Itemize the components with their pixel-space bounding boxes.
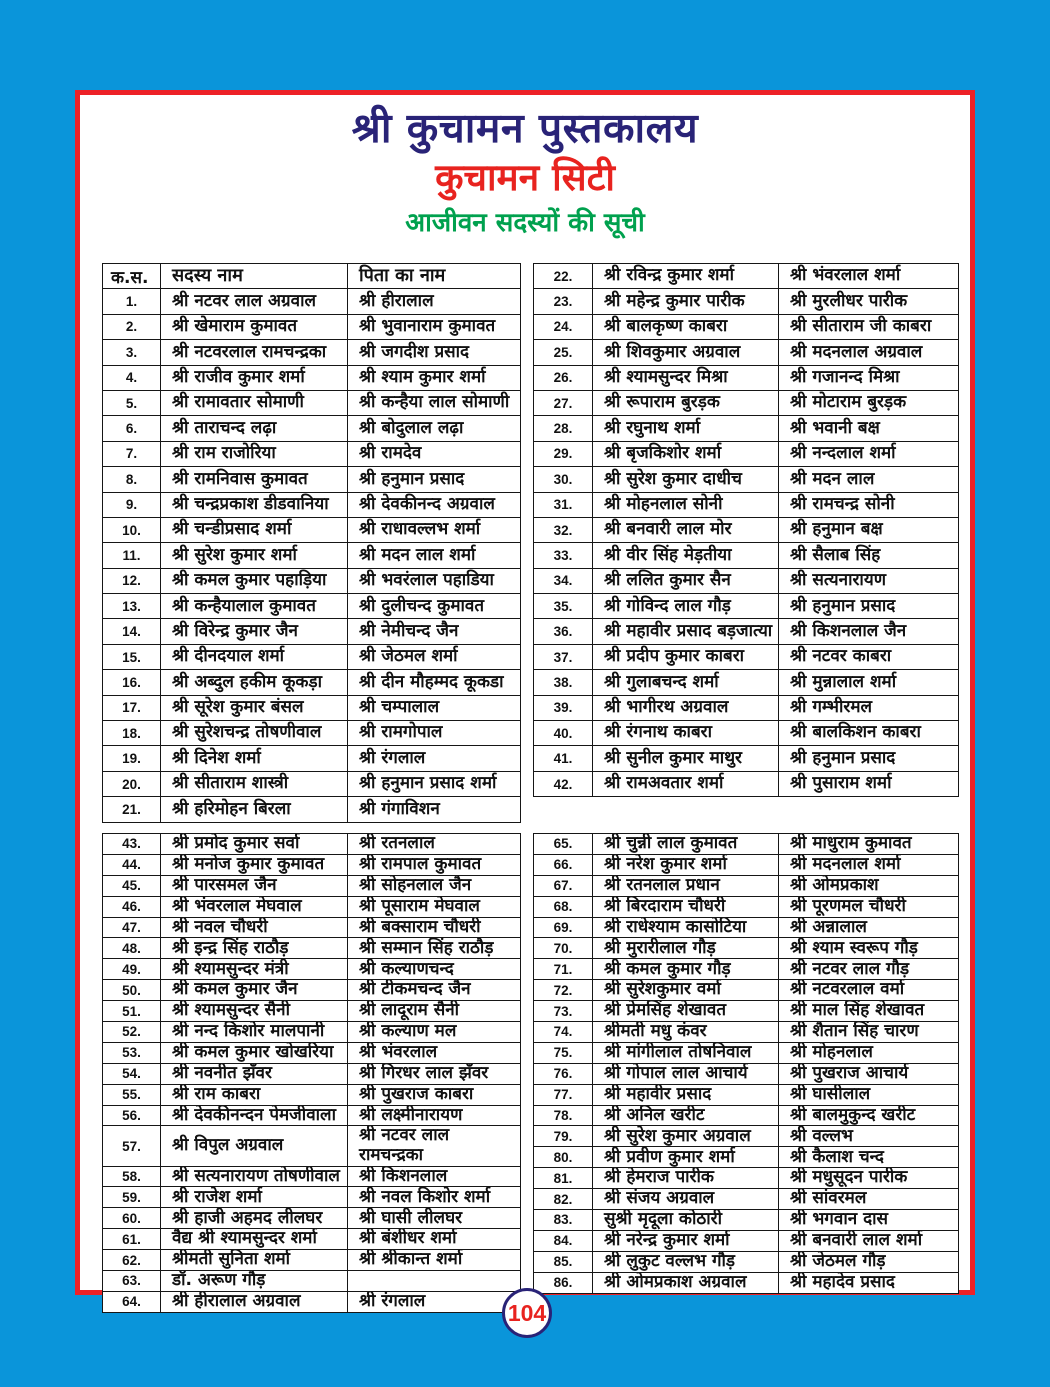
member-name-cell: श्री विपुल अग्रवाल	[161, 1126, 348, 1166]
serial-number-cell: 19.	[103, 746, 161, 771]
father-name-cell: श्री मदनलाल अग्रवाल	[779, 340, 959, 365]
father-name-cell: श्री नेमीचन्द जैन	[348, 619, 521, 644]
member-name-cell: श्री राम राजोरिया	[161, 442, 348, 467]
member-name-cell: श्री बिरदाराम चौधरी	[593, 897, 779, 918]
member-name-cell: श्री भागीरथ अग्रवाल	[593, 696, 779, 721]
father-name-cell: श्री किशनलाल	[348, 1167, 521, 1188]
member-name-cell: श्री चन्द्रप्रकाश डीडवानिया	[161, 493, 348, 518]
member-name-cell: श्री विरेन्द्र कुमार जैन	[161, 619, 348, 644]
header-father-name: पिता का नाम	[348, 264, 521, 289]
father-name-cell: श्री श्याम कुमार शर्मा	[348, 366, 521, 391]
member-name-cell: श्री नरेन्द्र कुमार शर्मा	[593, 1231, 779, 1252]
member-name-cell: श्री सीताराम शास्त्री	[161, 772, 348, 797]
member-name-cell: श्री अनिल खरीट	[593, 1106, 779, 1127]
member-name-cell: श्री प्रदीप कुमार काबरा	[593, 645, 779, 670]
serial-number-cell: 24.	[534, 315, 593, 340]
member-name-cell: श्री शिवकुमार अग्रवाल	[593, 340, 779, 365]
member-name-cell: श्री मुरारीलाल गौड़	[593, 938, 779, 959]
serial-number-cell: 31.	[534, 493, 593, 518]
father-name-cell: श्री रामदेव	[348, 442, 521, 467]
member-name-cell: श्री कन्हैयालाल कुमावत	[161, 594, 348, 619]
serial-number-cell: 58.	[103, 1167, 161, 1188]
father-name-cell: श्री नटवर लाल गौड़	[779, 959, 959, 980]
father-name-cell: श्री बनवारी लाल शर्मा	[779, 1231, 959, 1252]
member-name-cell: श्री सूरेश कुमार बंसल	[161, 696, 348, 721]
member-name-cell: श्री हरिमोहन बिरला	[161, 797, 348, 822]
member-name-cell: श्री संजय अग्रवाल	[593, 1189, 779, 1210]
serial-number-cell: 10.	[103, 518, 161, 543]
member-name-cell: श्री श्यामसुन्दर मंत्री	[161, 959, 348, 980]
serial-number-cell: 26.	[534, 366, 593, 391]
serial-number-cell: 20.	[103, 772, 161, 797]
father-name-cell: श्री माधुराम कुमावत	[779, 834, 959, 855]
father-name-cell: श्री रंगलाल	[348, 1292, 521, 1313]
member-name-cell: श्री इन्द्र सिंह राठौड़	[161, 938, 348, 959]
father-name-cell: श्री नटवर लाल रामचन्द्रका	[348, 1126, 521, 1166]
serial-number-cell: 11.	[103, 543, 161, 568]
header-member-name: सदस्य नाम	[161, 264, 348, 289]
member-name-cell: श्री नन्द किशोर मालपानी	[161, 1022, 348, 1043]
serial-number-cell: 49.	[103, 959, 161, 980]
serial-number-cell: 23.	[534, 289, 593, 314]
father-name-cell: श्री राधावल्लभ शर्मा	[348, 518, 521, 543]
father-name-cell: श्री दुलीचन्द कुमावत	[348, 594, 521, 619]
serial-number-cell: 76.	[534, 1064, 593, 1085]
member-name-cell: श्री नटवर लाल अग्रवाल	[161, 289, 348, 314]
father-name-cell: श्री हनुमान बक्ष	[779, 518, 959, 543]
member-name-cell: श्री रघुनाथ शर्मा	[593, 416, 779, 441]
serial-number-cell: 3.	[103, 340, 161, 365]
serial-number-cell: 22.	[534, 264, 593, 289]
header-block	[80, 105, 970, 237]
father-name-cell: श्री रतनलाल	[348, 834, 521, 855]
serial-number-cell: 82.	[534, 1189, 593, 1210]
serial-number-cell: 12.	[103, 569, 161, 594]
serial-number-cell: 17.	[103, 696, 161, 721]
serial-number-cell: 61.	[103, 1229, 161, 1250]
father-name-cell: श्री पूरणमल चौधरी	[779, 897, 959, 918]
serial-number-cell: 59.	[103, 1187, 161, 1208]
member-name-cell: श्री मांगीलाल तोषनिवाल	[593, 1043, 779, 1064]
serial-number-cell: 63.	[103, 1271, 161, 1292]
serial-number-cell: 62.	[103, 1250, 161, 1271]
serial-number-cell: 46.	[103, 897, 161, 918]
father-name-cell: श्री वल्लभ	[779, 1126, 959, 1147]
father-name-cell: श्री जगदीश प्रसाद	[348, 340, 521, 365]
serial-number-cell: 34.	[534, 569, 593, 594]
serial-number-cell: 35.	[534, 594, 593, 619]
serial-number-cell: 83.	[534, 1210, 593, 1231]
serial-number-cell: 47.	[103, 918, 161, 939]
member-name-cell: श्री कमल कुमार जैन	[161, 980, 348, 1001]
father-name-cell: श्री माल सिंह शेखावत	[779, 1001, 959, 1022]
father-name-cell: श्री रंगलाल	[348, 746, 521, 771]
member-name-cell: श्री दीनदयाल शर्मा	[161, 645, 348, 670]
member-name-cell: श्री कमल कुमार खोखरिया	[161, 1043, 348, 1064]
serial-number-cell: 53.	[103, 1043, 161, 1064]
header-serial: क.स.	[103, 264, 161, 289]
father-name-cell: श्री भंवरलाल	[348, 1043, 521, 1064]
members-table-top-right	[533, 263, 959, 797]
member-name-cell: श्री प्रमोद कुमार सर्वा	[161, 834, 348, 855]
father-name-cell: श्री सांवरमल	[779, 1189, 959, 1210]
serial-number-cell: 44.	[103, 855, 161, 876]
serial-number-cell: 28.	[534, 416, 593, 441]
father-name-cell: श्री गजानन्द मिश्रा	[779, 366, 959, 391]
member-name-cell: श्री दिनेश शर्मा	[161, 746, 348, 771]
father-name-cell	[348, 1271, 521, 1292]
serial-number-cell: 57.	[103, 1126, 161, 1166]
member-name-cell: श्री नटवरलाल रामचन्द्रका	[161, 340, 348, 365]
father-name-cell: श्री सत्यनारायण	[779, 569, 959, 594]
father-name-cell: श्री पूसाराम मेघवाल	[348, 897, 521, 918]
members-table-bottom-right	[533, 833, 959, 1294]
father-name-cell: श्री हनुमान प्रसाद	[348, 467, 521, 492]
father-name-cell: श्री मदनलाल शर्मा	[779, 855, 959, 876]
father-name-cell: श्री मुरलीधर पारीक	[779, 289, 959, 314]
father-name-cell: श्री पुखराज आचार्य	[779, 1064, 959, 1085]
serial-number-cell: 56.	[103, 1106, 161, 1127]
member-name-cell: श्री सुरेशचन्द्र तोषणीवाल	[161, 721, 348, 746]
member-name-cell: श्री गुलाबचन्द शर्मा	[593, 670, 779, 695]
member-name-cell: श्री लुकुट वल्लभ गौड़	[593, 1252, 779, 1273]
member-name-cell: श्री राम काबरा	[161, 1085, 348, 1106]
father-name-cell: श्री देवकीनन्द अग्रवाल	[348, 493, 521, 518]
serial-number-cell: 73.	[534, 1001, 593, 1022]
list-subtitle: आजीवन सदस्यों की सूची	[405, 207, 645, 238]
father-name-cell: श्री भवरंलाल पहाडिया	[348, 569, 521, 594]
serial-number-cell: 2.	[103, 315, 161, 340]
serial-number-cell: 50.	[103, 980, 161, 1001]
father-name-cell: श्री महादेव प्रसाद	[779, 1273, 959, 1294]
father-name-cell: श्री कैलाश चन्द	[779, 1147, 959, 1168]
member-name-cell: डॉ. अरूण गौड़	[161, 1271, 348, 1292]
serial-number-cell: 29.	[534, 442, 593, 467]
father-name-cell: श्री कल्याणचन्द	[348, 959, 521, 980]
serial-number-cell: 79.	[534, 1126, 593, 1147]
member-name-cell: श्री हीरालाल अग्रवाल	[161, 1292, 348, 1313]
member-name-cell: श्री सुरेश कुमार शर्मा	[161, 543, 348, 568]
member-name-cell: श्री रविन्द्र कुमार शर्मा	[593, 264, 779, 289]
serial-number-cell: 1.	[103, 289, 161, 314]
member-name-cell: श्री वीर सिंह मेड़तीया	[593, 543, 779, 568]
father-name-cell: श्री किशनलाल जैन	[779, 619, 959, 644]
member-name-cell: श्री सुरेशकुमार वर्मा	[593, 980, 779, 1001]
serial-number-cell: 72.	[534, 980, 593, 1001]
serial-number-cell: 5.	[103, 391, 161, 416]
members-table-top-left	[102, 263, 521, 823]
serial-number-cell: 84.	[534, 1231, 593, 1252]
member-name-cell: श्री राजीव कुमार शर्मा	[161, 366, 348, 391]
member-name-cell: श्री ओमप्रकाश अग्रवाल	[593, 1273, 779, 1294]
father-name-cell: श्री बंशीधर शर्मा	[348, 1229, 521, 1250]
serial-number-cell: 7.	[103, 442, 161, 467]
member-name-cell: श्री हाजी अहमद लीलघर	[161, 1208, 348, 1229]
father-name-cell: श्री मुन्नालाल शर्मा	[779, 670, 959, 695]
member-name-cell: श्री महावीर प्रसाद	[593, 1085, 779, 1106]
father-name-cell: श्री नवल किशोर शर्मा	[348, 1187, 521, 1208]
father-name-cell: श्री रामगोपाल	[348, 721, 521, 746]
father-name-cell: श्री कल्याण मल	[348, 1022, 521, 1043]
member-name-cell: सुश्री मृदूला कोठारी	[593, 1210, 779, 1231]
serial-number-cell: 66.	[534, 855, 593, 876]
member-name-cell: श्री राजेश शर्मा	[161, 1187, 348, 1208]
father-name-cell: श्री बालकिशन काबरा	[779, 721, 959, 746]
serial-number-cell: 77.	[534, 1085, 593, 1106]
father-name-cell: श्री सोहनलाल जैन	[348, 876, 521, 897]
member-name-cell: श्री रंगनाथ काबरा	[593, 721, 779, 746]
member-name-cell: श्री ताराचन्द लढ़ा	[161, 416, 348, 441]
father-name-cell: श्री दीन मौहम्मद कूकडा	[348, 670, 521, 695]
father-name-cell: श्री भुवानाराम कुमावत	[348, 315, 521, 340]
father-name-cell: श्री रामपाल कुमावत	[348, 855, 521, 876]
serial-number-cell: 68.	[534, 897, 593, 918]
serial-number-cell: 27.	[534, 391, 593, 416]
father-name-cell: श्री रामचन्द्र सोनी	[779, 493, 959, 518]
serial-number-cell: 60.	[103, 1208, 161, 1229]
father-name-cell: श्री हनुमान प्रसाद	[779, 746, 959, 771]
member-name-cell: श्री राधेश्याम कासोटिया	[593, 918, 779, 939]
father-name-cell: श्री भगवान दास	[779, 1210, 959, 1231]
father-name-cell: श्री भवानी बक्ष	[779, 416, 959, 441]
serial-number-cell: 15.	[103, 645, 161, 670]
member-name-cell: श्री रामनिवास कुमावत	[161, 467, 348, 492]
serial-number-cell: 75.	[534, 1043, 593, 1064]
father-name-cell: श्री घासीलाल	[779, 1085, 959, 1106]
serial-number-cell: 33.	[534, 543, 593, 568]
father-name-cell: श्री मदन लाल	[779, 467, 959, 492]
page-number-badge	[502, 1288, 552, 1338]
serial-number-cell: 74.	[534, 1022, 593, 1043]
serial-number-cell: 13.	[103, 594, 161, 619]
serial-number-cell: 18.	[103, 721, 161, 746]
father-name-cell: श्री जेठमल गौड़	[779, 1252, 959, 1273]
member-name-cell: श्री मोहनलाल सोनी	[593, 493, 779, 518]
member-name-cell: श्री कमल कुमार गौड़	[593, 959, 779, 980]
member-name-cell: श्री बनवारी लाल मोर	[593, 518, 779, 543]
serial-number-cell: 43.	[103, 834, 161, 855]
member-name-cell: श्री बृजकिशोर शर्मा	[593, 442, 779, 467]
member-name-cell: श्री महावीर प्रसाद बड़जात्या	[593, 619, 779, 644]
father-name-cell: श्री मधुसूदन पारीक	[779, 1168, 959, 1189]
father-name-cell: श्री पुसाराम शर्मा	[779, 772, 959, 797]
serial-number-cell: 67.	[534, 876, 593, 897]
serial-number-cell: 38.	[534, 670, 593, 695]
member-name-cell: श्री देवकीनन्दन पेमजीवाला	[161, 1106, 348, 1127]
member-name-cell: श्री सत्यनारायण तोषणीवाल	[161, 1167, 348, 1188]
member-name-cell: श्री रूपाराम बुरड़क	[593, 391, 779, 416]
member-name-cell: श्री सुरेश कुमार अग्रवाल	[593, 1126, 779, 1147]
father-name-cell: श्री सम्मान सिंह राठौड़	[348, 938, 521, 959]
father-name-cell: श्री गम्भीरमल	[779, 696, 959, 721]
father-name-cell: श्री अन्नालाल	[779, 918, 959, 939]
father-name-cell: श्री बक्साराम चौधरी	[348, 918, 521, 939]
father-name-cell: श्री गंगाविशन	[348, 797, 521, 822]
father-name-cell: श्री शैतान सिंह चारण	[779, 1022, 959, 1043]
serial-number-cell: 54.	[103, 1064, 161, 1085]
member-name-cell: श्री भंवरलाल मेघवाल	[161, 897, 348, 918]
father-name-cell: श्री मदन लाल शर्मा	[348, 543, 521, 568]
serial-number-cell: 65.	[534, 834, 593, 855]
serial-number-cell: 71.	[534, 959, 593, 980]
serial-number-cell: 80.	[534, 1147, 593, 1168]
father-name-cell: श्री मोहनलाल	[779, 1043, 959, 1064]
serial-number-cell: 39.	[534, 696, 593, 721]
serial-number-cell: 48.	[103, 938, 161, 959]
serial-number-cell: 51.	[103, 1001, 161, 1022]
member-name-cell: श्रीमती मधु कंवर	[593, 1022, 779, 1043]
father-name-cell: श्री लक्ष्मीनारायण	[348, 1106, 521, 1127]
member-name-cell: श्री गोपाल लाल आचार्य	[593, 1064, 779, 1085]
father-name-cell: श्री बालमुकुन्द खरीट	[779, 1106, 959, 1127]
serial-number-cell: 40.	[534, 721, 593, 746]
father-name-cell: श्री मोटाराम बुरड़क	[779, 391, 959, 416]
serial-number-cell: 52.	[103, 1022, 161, 1043]
serial-number-cell: 64.	[103, 1292, 161, 1313]
father-name-cell: श्री गिरधर लाल झँवर	[348, 1064, 521, 1085]
member-name-cell: श्री चुन्नी लाल कुमावत	[593, 834, 779, 855]
father-name-cell: श्री बोदुलाल लढ़ा	[348, 416, 521, 441]
father-name-cell: श्री सीताराम जी काबरा	[779, 315, 959, 340]
member-name-cell: श्री नवल चौधरी	[161, 918, 348, 939]
father-name-cell: श्री ओमप्रकाश	[779, 876, 959, 897]
member-name-cell: श्री बालकृष्ण काबरा	[593, 315, 779, 340]
member-name-cell: श्री गोविन्द लाल गौड़	[593, 594, 779, 619]
father-name-cell: श्री श्याम स्वरूप गौड़	[779, 938, 959, 959]
father-name-cell: श्री नटवरलाल वर्मा	[779, 980, 959, 1001]
member-name-cell: श्री चन्डीप्रसाद शर्मा	[161, 518, 348, 543]
members-table-bottom-left	[102, 833, 521, 1313]
member-name-cell: श्री श्यामसुन्दर सैनी	[161, 1001, 348, 1022]
father-name-cell: श्री टीकमचन्द जैन	[348, 980, 521, 1001]
father-name-cell: श्री लादूराम सैनी	[348, 1001, 521, 1022]
father-name-cell: श्री नन्दलाल शर्मा	[779, 442, 959, 467]
page-number: 104	[507, 1299, 547, 1326]
father-name-cell: श्री भंवरलाल शर्मा	[779, 264, 959, 289]
serial-number-cell: 32.	[534, 518, 593, 543]
father-name-cell: श्री पुखराज काबरा	[348, 1085, 521, 1106]
member-name-cell: श्री नवनीत झँवर	[161, 1064, 348, 1085]
serial-number-cell: 81.	[534, 1168, 593, 1189]
member-name-cell: श्री प्रवीण कुमार शर्मा	[593, 1147, 779, 1168]
member-name-cell: श्री कमल कुमार पहाड़िया	[161, 569, 348, 594]
serial-number-cell: 45.	[103, 876, 161, 897]
father-name-cell: श्री चम्पालाल	[348, 696, 521, 721]
father-name-cell: श्री कन्हैया लाल सोमाणी	[348, 391, 521, 416]
member-name-cell: वैद्य श्री श्यामसुन्दर शर्मा	[161, 1229, 348, 1250]
member-name-cell: श्री श्यामसुन्दर मिश्रा	[593, 366, 779, 391]
serial-number-cell: 6.	[103, 416, 161, 441]
member-name-cell: श्री सुनील कुमार माथुर	[593, 746, 779, 771]
member-name-cell: श्री नरेश कुमार शर्मा	[593, 855, 779, 876]
serial-number-cell: 85.	[534, 1252, 593, 1273]
member-name-cell: श्री सुरेश कुमार दाधीच	[593, 467, 779, 492]
member-name-cell: श्री मनोज कुमार कुमावत	[161, 855, 348, 876]
member-name-cell: श्री पारसमल जैन	[161, 876, 348, 897]
serial-number-cell: 8.	[103, 467, 161, 492]
serial-number-cell: 41.	[534, 746, 593, 771]
father-name-cell: श्री हनुमान प्रसाद	[779, 594, 959, 619]
member-name-cell: श्री प्रेमसिंह शेखावत	[593, 1001, 779, 1022]
member-name-cell: श्री रामअवतार शर्मा	[593, 772, 779, 797]
father-name-cell: श्री हीरालाल	[348, 289, 521, 314]
member-name-cell: श्री अब्दुल हकीम कूकड़ा	[161, 670, 348, 695]
document-page	[75, 90, 975, 1312]
serial-number-cell: 55.	[103, 1085, 161, 1106]
serial-number-cell: 9.	[103, 493, 161, 518]
serial-number-cell: 69.	[534, 918, 593, 939]
serial-number-cell: 16.	[103, 670, 161, 695]
member-name-cell: श्री खेमाराम कुमावत	[161, 315, 348, 340]
father-name-cell: श्री सैलाब सिंह	[779, 543, 959, 568]
serial-number-cell: 70.	[534, 938, 593, 959]
serial-number-cell: 78.	[534, 1106, 593, 1127]
serial-number-cell: 86.	[534, 1273, 593, 1294]
father-name-cell: श्री हनुमान प्रसाद शर्मा	[348, 772, 521, 797]
serial-number-cell: 4.	[103, 366, 161, 391]
library-title: श्री कुचामन पुस्तकालय	[351, 104, 699, 152]
member-name-cell: श्री ललित कुमार सैन	[593, 569, 779, 594]
father-name-cell: श्री जेठमल शर्मा	[348, 645, 521, 670]
serial-number-cell: 25.	[534, 340, 593, 365]
serial-number-cell: 36.	[534, 619, 593, 644]
serial-number-cell: 14.	[103, 619, 161, 644]
city-title: कुचामन सिटी	[435, 156, 615, 200]
father-name-cell: श्री घासी लीलघर	[348, 1208, 521, 1229]
serial-number-cell: 42.	[534, 772, 593, 797]
serial-number-cell: 21.	[103, 797, 161, 822]
member-name-cell: श्री महेन्द्र कुमार पारीक	[593, 289, 779, 314]
father-name-cell: श्री श्रीकान्त शर्मा	[348, 1250, 521, 1271]
serial-number-cell: 30.	[534, 467, 593, 492]
member-name-cell: श्री रामावतार सोमाणी	[161, 391, 348, 416]
member-name-cell: श्रीमती सुनिता शर्मा	[161, 1250, 348, 1271]
member-name-cell: श्री हेमराज पारीक	[593, 1168, 779, 1189]
member-name-cell: श्री रतनलाल प्रधान	[593, 876, 779, 897]
serial-number-cell: 37.	[534, 645, 593, 670]
father-name-cell: श्री नटवर काबरा	[779, 645, 959, 670]
